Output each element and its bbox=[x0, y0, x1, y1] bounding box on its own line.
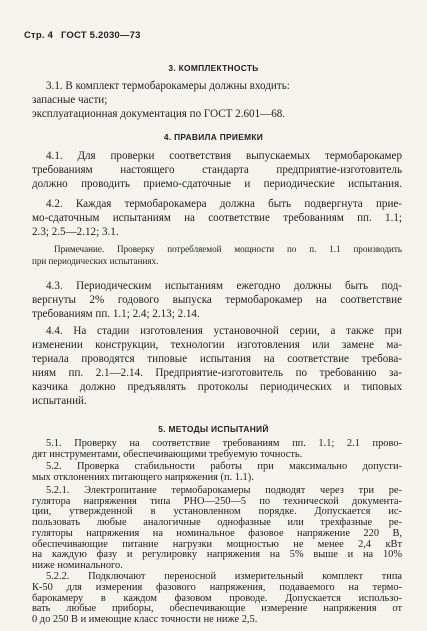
paragraph-5-2-2-line: 0 до 250 В и имеющие класс точности не ниже 2,5. bbox=[32, 614, 258, 625]
paragraph-4-3-line: вергнуты 2% годового выпуска термобарокамер на соответствие bbox=[32, 294, 402, 306]
paragraph-4-3-line: 4.3. Периодическим испытаниям ежегодно должны быть под- bbox=[46, 280, 402, 292]
page-number: Стр. 4 bbox=[24, 30, 54, 41]
section-3-line: запасные части; bbox=[32, 94, 108, 106]
paragraph-4-4-line: изменении конструкции, технологии изготовления или замене ма- bbox=[32, 339, 402, 351]
section-3-line: 3.1. В комплект термобарокамеры должны входить: bbox=[46, 80, 290, 92]
paragraph-5-2-line: мых отклонениях питающего напряжения (п. 1.1). bbox=[32, 471, 254, 483]
paragraph-4-4-line: испытаний. bbox=[32, 395, 87, 407]
section-5-heading: 5. МЕТОДЫ ИСПЫТАНИЙ bbox=[158, 424, 269, 434]
note-line: при периодических испытаниях. bbox=[32, 256, 159, 266]
paragraph-4-2-line: мо-сдаточным испытаниям на соответствие требованиям пп. 1.1; bbox=[32, 212, 402, 224]
section-3-heading: 3. КОМПЛЕКТНОСТЬ bbox=[168, 63, 259, 73]
paragraph-4-1-line: 4.1. Для проверки соответствия выпускаемых термобарокамер bbox=[46, 150, 402, 162]
standard-code: ГОСТ 5.2030—73 bbox=[60, 30, 141, 41]
paragraph-5-2-2-line: вать любые приборы, обеспечивающие измерение напряжения от bbox=[32, 603, 402, 615]
paragraph-4-4-line: казчика должно предъявлять протоколы периодических и типовых bbox=[32, 381, 402, 393]
paragraph-4-4-line: ниям пп. 2.1—2.14. Предприятие-изготовитель по требованию за- bbox=[32, 367, 402, 379]
paragraph-4-3-line: требованиям пп. 1.1; 2.4; 2.13; 2.14. bbox=[32, 308, 200, 320]
paragraph-5-2-1-line: гулятора напряжения типа РНО—250—5 по технической документа- bbox=[32, 495, 402, 507]
paragraph-5-2-1-line: на каждую фазу и регулировку напряжения на 5% выше и на 10% bbox=[32, 549, 402, 561]
section-4-heading: 4. ПРАВИЛА ПРИЕМКИ bbox=[163, 132, 264, 142]
paragraph-5-2-2-line: барокамеру в каждом фазовом проводе. Допускается использо- bbox=[32, 592, 402, 604]
paragraph-5-2-1-line: ции, утвержденной в установленном порядке. Допускается ис- bbox=[32, 506, 402, 518]
paragraph-5-2-2-line: 5.2.2. Подключают переносной измерительный комплект типа bbox=[46, 570, 402, 582]
paragraph-5-1-line: дят инструментами, обеспечивающими требуемую точность. bbox=[32, 448, 303, 460]
note-line: Примечание. Проверку потребляемой мощности по п. 1.1 производить bbox=[54, 244, 402, 254]
page-header bbox=[24, 30, 146, 41]
paragraph-4-2-line: 2.3; 2.5—2.12; 3.1. bbox=[32, 226, 119, 238]
paragraph-5-2-line: 5.2. Проверка стабильности работы при максимально допусти- bbox=[46, 460, 402, 472]
paragraph-4-1-line: требованиям настоящего стандарта предприятие-изготовитель bbox=[32, 164, 402, 176]
paragraph-5-2-2-line: К-50 для измерения фазового напряжения, подаваемого на термо- bbox=[32, 581, 402, 593]
paragraph-5-2-1-line: ниже номинального. bbox=[32, 560, 123, 572]
paragraph-4-4-line: териала проводятся типовые испытания на соответствие требова- bbox=[32, 353, 402, 365]
paragraph-4-4-line: 4.4. На стадии изготовления установочной серии, а также при bbox=[46, 325, 402, 337]
paragraph-5-2-1-line: 5.2.1. Электропитание термобарокамеры подводят через три ре- bbox=[46, 484, 402, 496]
paragraph-5-2-1-line: пользовать любые аналогичные однофазные или трехфазные ре- bbox=[32, 517, 402, 529]
paragraph-5-2-1-line: гуляторы напряжения на номинальное фазовое напряжение 220 В, bbox=[32, 527, 402, 539]
paragraph-4-2-line: 4.2. Каждая термобарокамера должна быть подвергнута прие- bbox=[46, 198, 402, 210]
paragraph-4-1-line: должно проводить приемо-сдаточные и периодические испытания. bbox=[32, 178, 402, 190]
paragraph-5-1-line: 5.1. Проверку на соответствие требованиям пп. 1.1; 2.1 прово- bbox=[46, 437, 402, 449]
section-3-line: эксплуатационная документация по ГОСТ 2.601—68. bbox=[32, 108, 286, 120]
paragraph-5-2-1-line: обеспечивающие питание нагрузки мощностью не менее 2,4 кВт bbox=[32, 538, 402, 550]
